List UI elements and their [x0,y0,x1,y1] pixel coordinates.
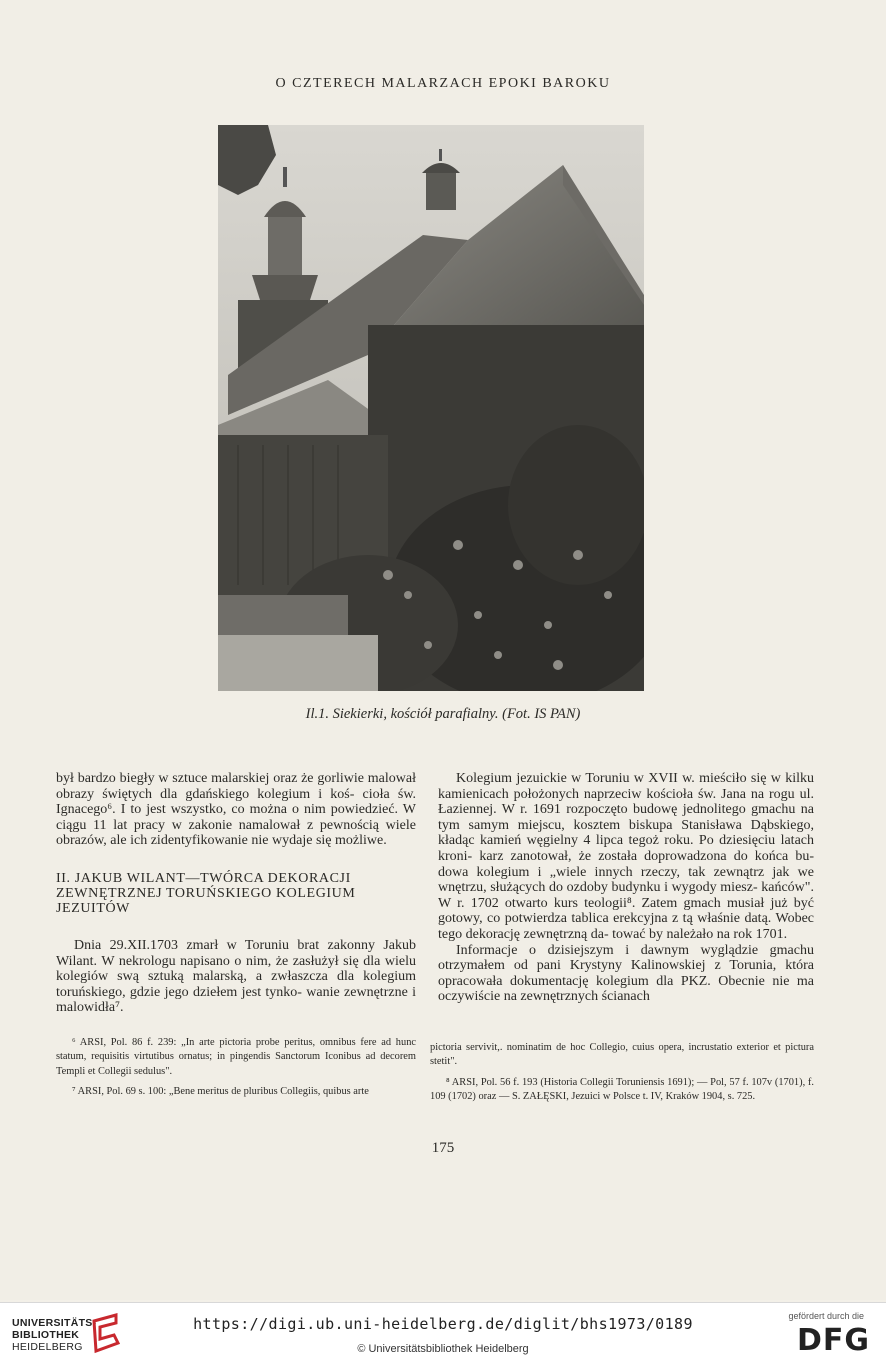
footnote-line: et pictura stetit". [430,1042,814,1068]
line: kańców". W r. 1702 otwarto kurs teologii⁸. Zatem gmach [438,880,814,911]
line: dla kolegium toruńskiego, gdzie jego dziełem jest tynko- [56,969,416,1000]
viewer-footer [0,1302,886,1366]
line: Obecnie nie ma oczywiście na zewnętrznych ścianach [438,973,814,1005]
line: dowa kolegium i „wiele innych rzeczy, tak zewnątrz jak [438,864,790,880]
line: z pewnością wiele obrazów, ale ich zidentyfikowanie nie [56,817,417,849]
line: się dla wielu kolegiów swą sztuką malarską, a zwłaszcza [56,953,417,985]
line: Dnia 29.XII.1703 zmarł w Toruniu brat zakonny [74,937,375,953]
footnote-line: ⁷ ARSI, Pol. 69 s. 100: „Bene meritus de pluribus Collegiis, quibus arte [72,1086,369,1098]
line: kosztem biskupa Stanisława Dąbskiego, kładąc kamień [438,817,814,849]
line: węgielny 4 lipca tegoż roku. Po dziesięciu latach kroni- [438,833,814,864]
left-paragraph-1 [56,771,416,849]
line: tować by należało na rok 1701. [612,926,788,942]
footnote-line: hunc statum, requisitis virtutibus ornatus; in pingendis Sanctorum Iconibus [56,1037,416,1063]
footnote-6 [56,1036,416,1079]
line: karz zanotował, że została doprowadzona do końca bu- [479,848,815,864]
line: we wnętrzu, służących do ozdoby budynku i wygody miesz- [438,864,814,896]
line: był bardzo biegły w sztuce malarskiej oraz że gorliwie [56,771,364,786]
heading-line: ZEWNĘTRZNEJ TORUŃSKIEGO KOLEGIUM [56,885,356,901]
left-paragraph-2 [56,938,416,1016]
footnote-line: ad decorem Templi et Collegii sedulus". [56,1051,416,1077]
line: musiał już być gotowy, co potwierdza tablica erekcyjna [438,895,814,927]
line: Jakub Wilant. W nekrologu napisano o nim, że zasłużył [56,937,416,969]
line: Kolegium jezuickie w Toruniu w XVII w. mieściło [456,771,747,786]
permalink-url[interactable]: https://digi.ub.uni-heidelberg.de/diglit/bhs1973/0189 [193,1315,693,1333]
right-paragraph-1 [438,771,814,943]
church-photograph [218,125,644,691]
footnote-7-continued [430,1041,814,1070]
footnote-line: ⁶ ARSI, Pol. 86 f. 239: „In arte pictoria probe peritus, omnibus fere ad [72,1037,392,1048]
line: wanie zewnętrzne i malowidła⁷. [56,984,416,1016]
copyright-notice: © Universitätsbibliothek Heidelberg [357,1343,529,1355]
sponsor-text: gefördert durch die [788,1311,864,1321]
line: z tą właśnie datą. Wobec tego dekorację zewnętrzną da- [438,911,815,942]
line: cioła św. Ignacego⁶. I to jest wszystko, co można o nim [56,786,417,818]
line: budowę jednolitego gmachu na tym samym miejscu, [438,802,814,833]
footnote-8 [430,1076,814,1105]
dfg-logo[interactable]: DFG [796,1323,870,1358]
library-name-line: BIBLIOTHEK [12,1329,80,1341]
footnote-line: pictoria servivit,. nominatim de hoc Collegio, cuius opera, incrustatio exterior [430,1042,769,1053]
footnotes-right [430,1041,814,1111]
line: wydaje się możliwe. [272,833,387,849]
footnote-line: t. IV, Kraków 1904, s. 725. [642,1091,756,1103]
line: św. Jana na rogu ul. Łaziennej. W r. 1691 rozpoczęto [438,786,814,818]
line: się w kilku kamienicach położonych naprzeciw kościoła [438,771,814,802]
line: malował obrazy świętych dla gdańskiego kolegium i koś- [56,771,417,802]
line: która opracowała dokumentację kolegium dla PKZ. [438,958,814,989]
right-paragraph-2 [438,943,814,1005]
footnote-7 [56,1085,416,1099]
footnote-line: 57 f. 107v (1701), f. 109 (1702) oraz — S. ZAŁĘSKI, Jezuici w Polsce [430,1076,814,1103]
church-photo-image [218,125,644,691]
section-heading [56,871,416,916]
heading-line: II. JAKUB WILANT—TWÓRCA DEKORACJI [56,870,351,886]
left-column [56,771,416,1016]
page-number: 175 [431,1140,455,1156]
library-name-line: HEIDELBERG [12,1341,83,1353]
library-name-line: UNIVERSITÄTS- [12,1317,97,1329]
footnote-line: ⁸ ARSI, Pol. 56 f. 193 (Historia Collegii Toruniensis 1691); — Pol, [446,1076,727,1088]
line: otrzymałem od pani Krystyny Kalinowskiej z Torunia, [438,958,777,974]
heading-line: JEZUITÓW [56,900,131,916]
line: powiedzieć. W ciągu 11 lat pracy w zakonie namalował [56,802,417,833]
right-column [438,771,814,1005]
figure-caption: Il.1. Siekierki, kościół parafialny. (Fot. IS PAN) [305,706,581,722]
line: Informacje o dzisiejszym i dawnym wyglądzie gmachu [456,942,814,958]
running-head: O CZTERECH MALARZACH EPOKI BAROKU [275,76,611,91]
footnotes-left [56,1036,416,1106]
